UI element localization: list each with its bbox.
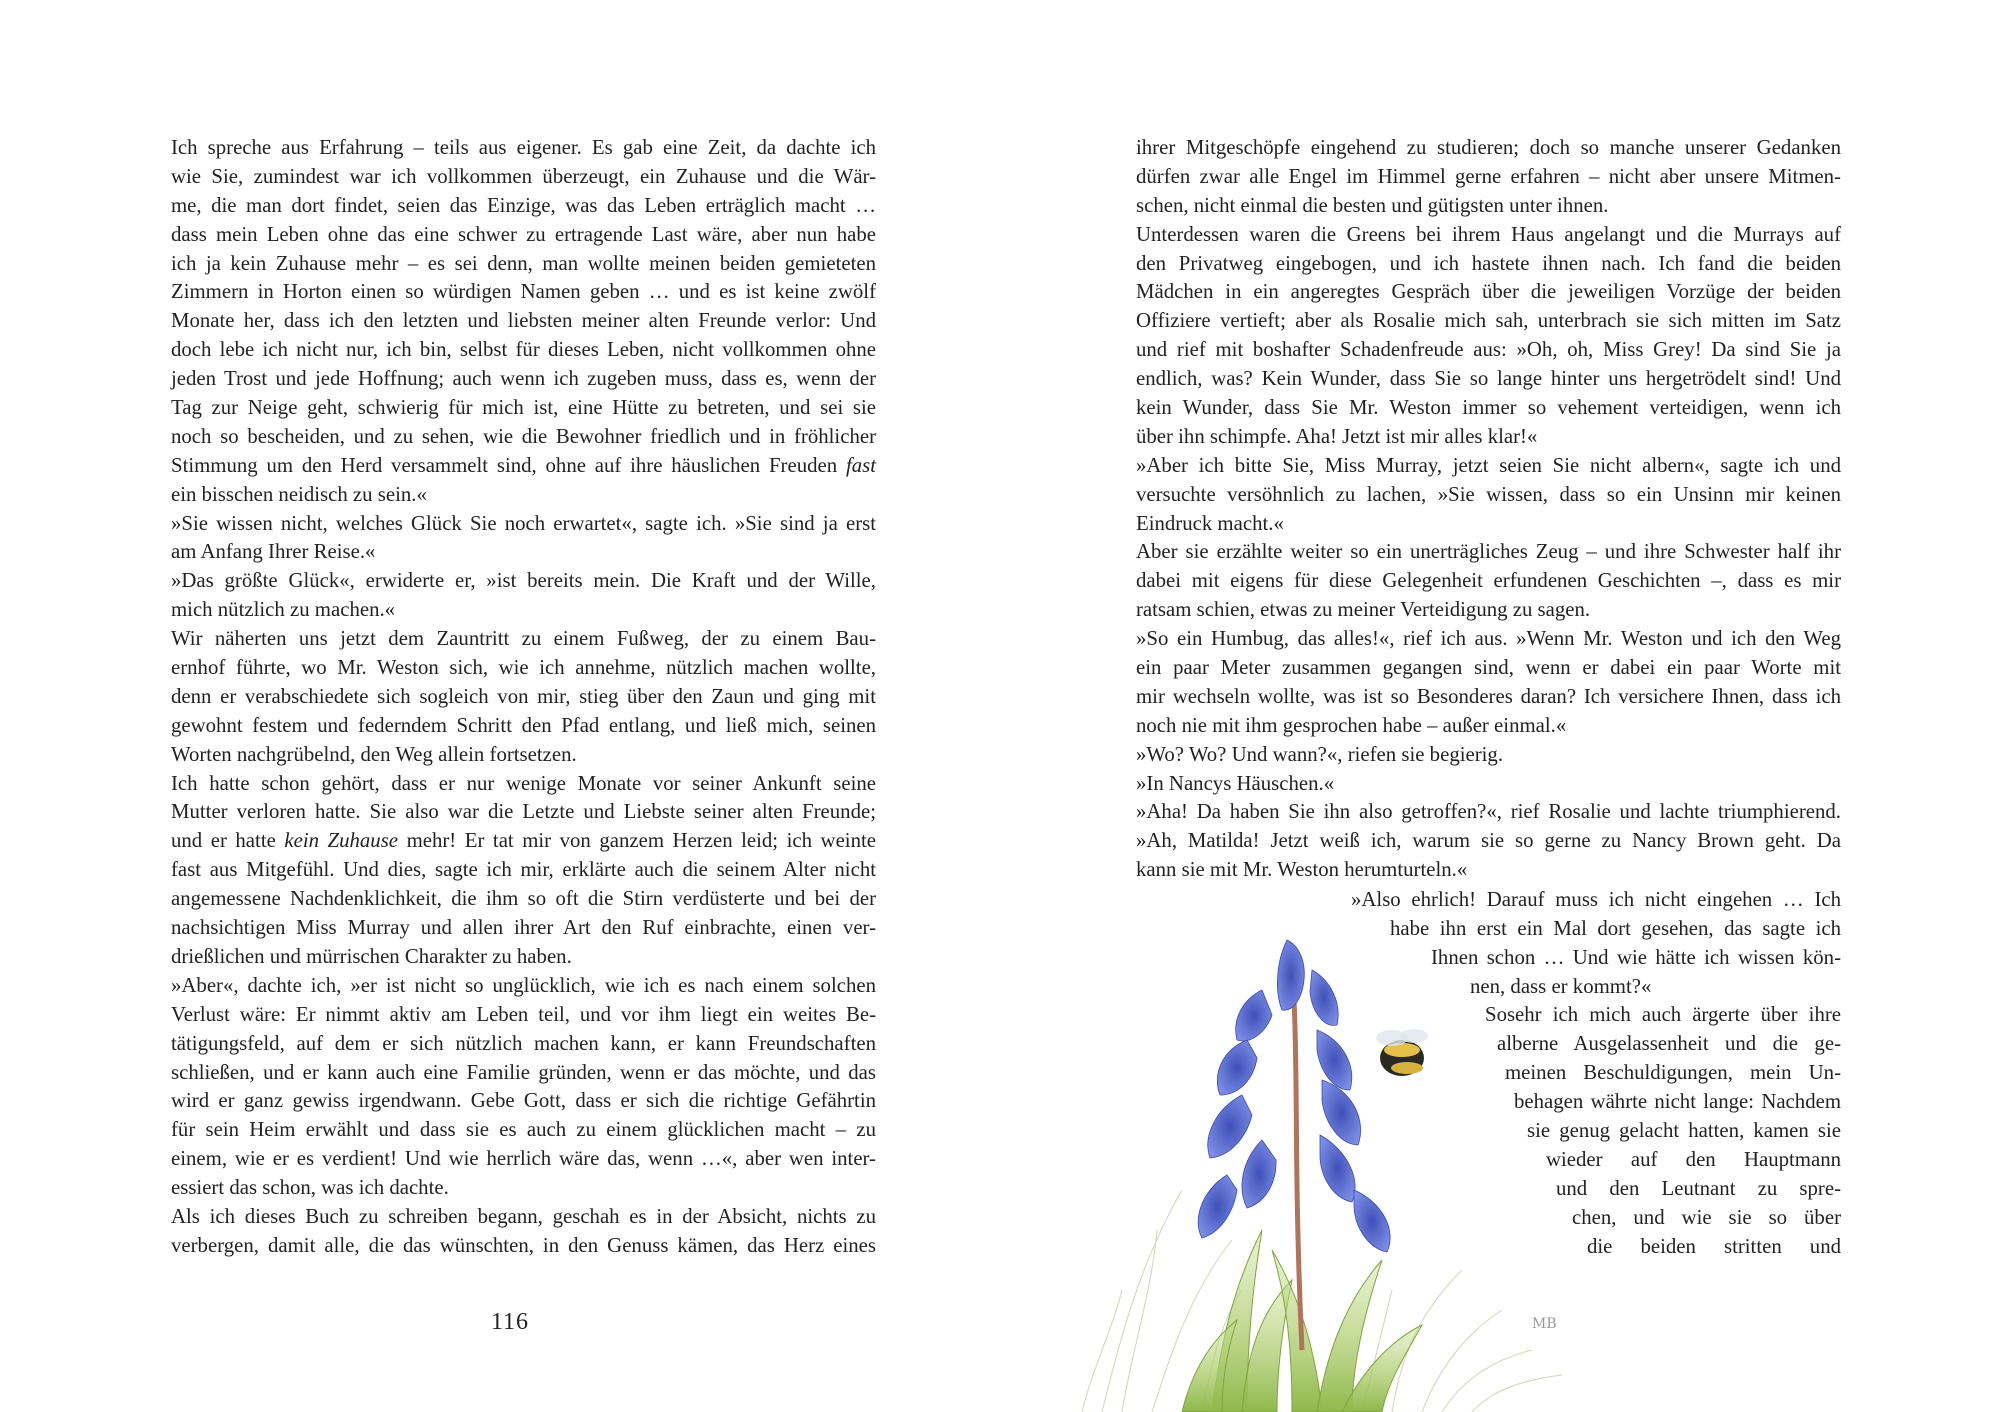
text-line: mir wechseln wollte, was ist so Besonderes daran? Ich versichere Ihnen, dass ich (1136, 684, 1841, 708)
wrap-text-line: die beiden stritten und (1587, 1235, 1841, 1258)
wrap-text-line: »Also ehrlich! Darauf muss ich nicht eingehen … Ich (1351, 888, 1841, 911)
text-line: einem, wie er es verdient! Und wie herrlich wäre das, wenn …«, aber wen inter- (171, 1147, 876, 1171)
text-line: versuchte versöhnlich zu lachen, »Sie wissen, dass so ein Unsinn mir keinen (1136, 482, 1841, 506)
text-line: »Das größte Glück«, erwiderte er, »ist bereits mein. Die Kraft und der Wille, (171, 569, 876, 593)
text-line: denn er verabschiedete sich sogleich von mir, stieg über den Zaun und ging mit (171, 684, 876, 708)
text-line: dabei mit eigens für diese Gelegenheit erfundenen Geschichten –, dass es mir (1136, 569, 1841, 593)
artist-signature: MB (1532, 1316, 1557, 1332)
text-line: Verlust wäre: Er nimmt aktiv am Leben teil, und vor ihm liegt ein weites Be- (171, 1002, 876, 1026)
hyacinth-illustration (1062, 930, 1622, 1412)
text-line: ihrer Mitgeschöpfe eingehend zu studieren; doch so manche unserer Gedanken (1136, 136, 1841, 159)
text-line: Als ich dieses Buch zu schreiben begann, geschah es in der Absicht, nichts zu (171, 1204, 876, 1228)
text-line: Unterdessen waren die Greens bei ihrem Haus angelangt und die Murrays auf (1136, 222, 1841, 246)
text-line: »So ein Humbug, das alles!«, rief ich aus. »Wenn Mr. Weston und ich den Weg (1136, 627, 1841, 651)
text-line: endlich, was? Kein Wunder, dass Sie so lange hinter uns hergetrödelt sind! Und (1136, 367, 1841, 391)
text-line: und rief mit boshafter Schadenfreude aus: »Oh, oh, Miss Grey! Da sind Sie ja (1136, 338, 1841, 362)
text-line: Ich spreche aus Erfahrung – teils aus eigener. Es gab eine Zeit, da dachte ich (171, 136, 876, 159)
wrap-text-line: Sosehr ich mich auch ärgerte über ihre (1485, 1003, 1841, 1026)
text-line: über ihn schimpfe. Aha! Jetzt ist mir alles klar!« (1136, 424, 1538, 448)
wrap-text-line: chen, und wie sie so über (1572, 1206, 1841, 1229)
text-line: fast aus Mitgefühl. Und dies, sagte ich mir, erklärte auch die seinem Alter nicht (171, 858, 876, 882)
text-line: tätigungsfeld, auf dem er sich nützlich machen kann, er kann Freundschaften (171, 1031, 876, 1055)
left-page-text (171, 134, 876, 1261)
text-line: noch nie mit ihm gesprochen habe – außer einmal.« (1136, 713, 1567, 737)
text-fragment: und er hatte (171, 829, 276, 853)
text-line: für sein Heim erwählt und dass sie es auch zu einem glücklichen macht – zu (171, 1118, 876, 1142)
text-line: »Aber«, dachte ich, »er ist nicht so unglücklich, wie ich es nach einem solchen (171, 973, 876, 997)
wrap-text-line: behagen währte nicht lange: Nachdem (1514, 1090, 1841, 1113)
text-line: noch so bescheiden, und zu sehen, wie die Bewohner friedlich und in fröhlicher (171, 424, 876, 448)
text-line: »Aha! Da haben Sie ihn also getroffen?«, rief Rosalie und lachte triumphierend. (1136, 800, 1841, 824)
right-page (1000, 0, 2000, 1412)
text-line: Aber sie erzählte weiter so ein unerträgliches Zeug – und ihre Schwester half ihr (1136, 540, 1841, 564)
text-line: schen, nicht einmal die besten und gütigsten unter ihnen. (1136, 193, 1609, 217)
text-line: kein Wunder, dass Sie Mr. Weston immer so vehement verteidigen, wenn ich (1136, 396, 1841, 420)
text-line: »Aber ich bitte Sie, Miss Murray, jetzt seien Sie nicht albern«, sagte ich und (1136, 453, 1841, 477)
grass-strokes (1082, 1190, 1562, 1412)
wrap-text-line: und den Leutnant zu spre- (1556, 1177, 1841, 1200)
text-line: Offiziere vertieft; aber als Rosalie mich sah, unterbrach sie sich mitten im Satz (1136, 309, 1841, 333)
text-line (171, 827, 876, 856)
text-line: dass mein Leben ohne das eine schwer zu ertragende Last wäre, aber nun habe (171, 222, 876, 246)
text-line: me, die man dort findet, seien das Einzige, was das Leben erträglich macht … (171, 193, 876, 217)
text-line: den Privatweg eingebogen, und ich hastete ihnen nach. Ich fand die beiden (1136, 251, 1841, 275)
text-line: Tag zur Neige geht, schwierig für mich ist, eine Hütte zu betreten, und sei sie (171, 396, 876, 420)
text-line: »Wo? Wo? Und wann?«, riefen sie begierig. (1136, 742, 1504, 766)
text-line: »Ah, Matilda! Jetzt weiß ich, warum sie so gerne zu Nancy Brown geht. Da (1136, 829, 1841, 853)
text-line: nachsichtigen Miss Murray und allen ihrer Art den Ruf einbrachte, einen ver- (171, 916, 876, 940)
text-fragment: mehr! Er tat mir von ganzem Herzen leid; ich weinte (406, 829, 876, 853)
text-line: drießlichen und mürrischen Charakter zu haben. (171, 944, 572, 968)
text-line: angemessene Nachdenklichkeit, die ihm so oft die Stirn verdüsterte und bei der (171, 887, 876, 911)
text-line: mich nützlich zu machen.« (171, 598, 396, 622)
text-line: Worten nachgrübelnd, den Weg allein fortsetzen. (171, 742, 577, 766)
text-line: doch lebe ich nicht nur, ich bin, selbst für dieses Leben, nicht vollkommen ohne (171, 338, 876, 362)
wrap-text-line: sie genug gelacht hatten, kamen sie (1527, 1119, 1841, 1142)
text-line: kann sie mit Mr. Weston herumturteln.« (1136, 858, 1468, 882)
text-line: ein paar Meter zusammen gegangen sind, wenn er dabei ein paar Worte mit (1136, 656, 1841, 680)
text-line: wird er ganz gewiss irgendwann. Gebe Gott, dass er sich die richtige Gefährtin (171, 1089, 876, 1113)
text-line: verbergen, damit alle, die das wünschten, in den Genuss kämen, das Herz eines (171, 1233, 876, 1257)
wrap-text-line: wieder auf den Hauptmann (1546, 1148, 1841, 1171)
text-line (171, 452, 876, 481)
text-fragment: Stimmung um den Herd versammelt sind, ohne auf ihre häuslichen Freuden (171, 453, 838, 477)
right-page-text (1136, 134, 1841, 885)
text-line: Wir näherten uns jetzt dem Zauntritt zu einem Fußweg, der zu einem Bau- (171, 627, 876, 651)
bee-icon (1376, 1029, 1428, 1076)
text-line: ernhof führte, wo Mr. Weston sich, wie ich annehme, nützlich machen wollte, (171, 656, 876, 680)
text-line: gewohnt festem und federndem Schritt den Pfad entlang, und ließ mich, seinen (171, 713, 876, 737)
text-line: dürfen zwar alle Engel im Himmel gerne erfahren – nicht aber unsere Mitmen- (1136, 164, 1841, 188)
text-line: jeden Trost und jede Hoffnung; auch wenn ich zugeben muss, dass es, wenn der (171, 367, 876, 391)
text-line: »Sie wissen nicht, welches Glück Sie noch erwartet«, sagte ich. »Sie sind ja erst (171, 511, 876, 535)
wrap-text-line: meinen Beschuldigungen, mein Un- (1505, 1061, 1841, 1084)
text-line: am Anfang Ihrer Reise.« (171, 540, 376, 564)
text-line: Mädchen in ein angeregtes Gespräch über die jeweiligen Vorzüge der beiden (1136, 280, 1841, 304)
wrap-text-line: Ihnen schon … Und wie hätte ich wissen kön- (1431, 946, 1841, 969)
wrap-text-line: nen, dass er kommt?« (1470, 975, 1652, 998)
text-line: Zimmern in Horton einen so würdigen Namen geben … und es ist keine zwölf (171, 280, 876, 304)
text-line: Monate her, dass ich den letzten und liebsten meiner alten Freunde verlor: Und (171, 309, 876, 333)
text-line: schließen, und er kann auch eine Familie gründen, wenn er das möchte, und das (171, 1060, 876, 1084)
wrap-text-line: habe ihn erst ein Mal dort gesehen, das sagte ich (1390, 917, 1841, 940)
italic-word: fast (845, 453, 877, 477)
text-line: essiert das schon, was ich dachte. (171, 1176, 449, 1200)
text-line: ich ja kein Zuhause mehr – es sei denn, man wollte meinen beiden gemieteten (171, 251, 876, 275)
wrap-text-line: alberne Ausgelassenheit und die ge- (1497, 1032, 1841, 1055)
text-line: wie Sie, zumindest war ich vollkommen überzeugt, ein Zuhause und die Wär- (171, 164, 876, 188)
italic-phrase: kein Zuhause (284, 829, 399, 853)
text-line: ein bisschen neidisch zu sein.« (171, 482, 427, 506)
text-line: Ich hatte schon gehört, dass er nur wenige Monate vor seiner Ankunft seine (171, 771, 876, 795)
text-line: Mutter verloren hatte. Sie also war die Letzte und Liebste seiner alten Freunde; (171, 800, 876, 824)
text-line: Eindruck macht.« (1136, 511, 1284, 535)
text-line: ratsam schien, etwas zu meiner Verteidigung zu sagen. (1136, 598, 1591, 622)
text-line: »In Nancys Häuschen.« (1136, 771, 1335, 795)
page-number: 116 (490, 1309, 530, 1335)
